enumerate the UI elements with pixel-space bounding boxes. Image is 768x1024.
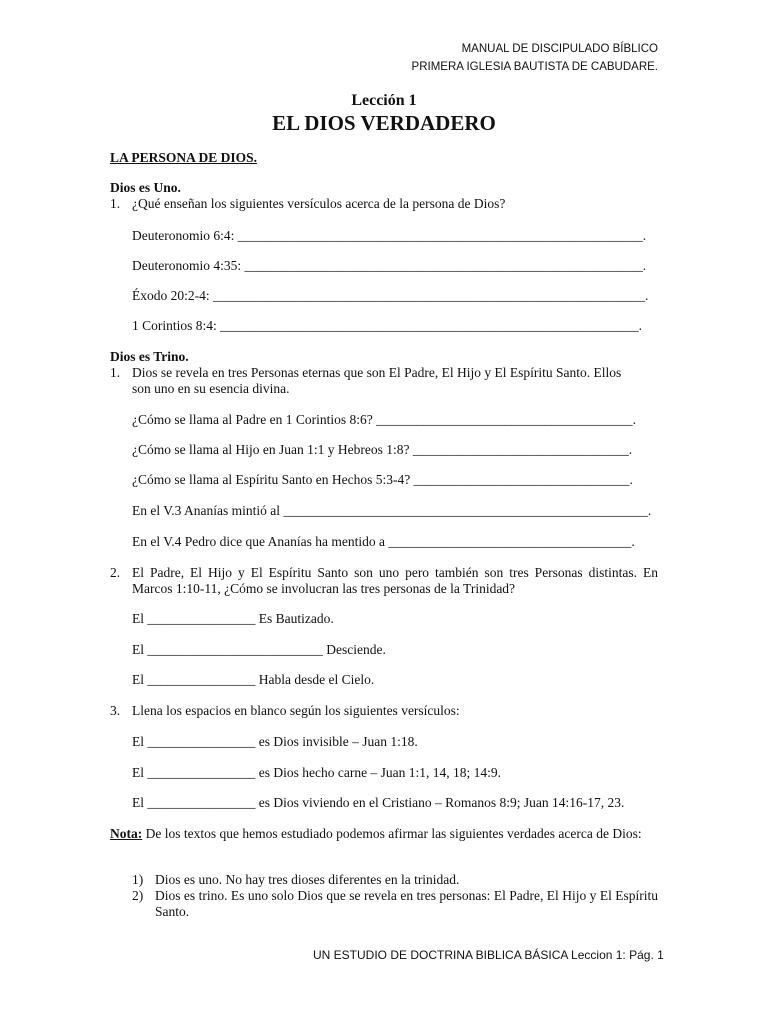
nota-item-text: Dios es uno. No hay tres dioses diferentes en la trinidad. xyxy=(155,872,460,887)
nota-item-number: 1) xyxy=(132,872,144,887)
verse-line: Deuteronomio 4:35: ___________________________________________________________. xyxy=(132,258,647,273)
trino-q1-number: 1. xyxy=(110,365,121,380)
trino-q1-line1: Dios se revela en tres Personas eternas que son El Padre, El Hijo y El Espíritu Santo. Ellos xyxy=(132,365,622,380)
verse-line: Éxodo 20:2-4: ________________________________________________________________. xyxy=(132,288,649,303)
page-footer: UN ESTUDIO DE DOCTRINA BIBLICA BÁSICA Leccion 1: Pág. 1 xyxy=(313,948,664,962)
nota-item-text: Dios es trino. Es uno solo Dios que se revela en tres personas: El Padre, El Hijo y El Espíritu Santo. xyxy=(155,888,658,919)
uno-question-number: 1. xyxy=(110,196,121,211)
trino-q2-number: 2. xyxy=(110,565,121,580)
nota-label: Nota: xyxy=(110,826,143,841)
header-manual-title: MANUAL DE DISCIPULADO BÍBLICO xyxy=(461,43,658,55)
verse-line: Deuteronomio 6:4: ____________________________________________________________. xyxy=(132,228,647,243)
trino-q3-item: El ________________ es Dios invisible – Juan 1:18. xyxy=(132,734,418,749)
trino-q1-line2: son uno en su esencia divina. xyxy=(132,381,290,396)
nota-paragraph xyxy=(110,826,658,842)
trino-q3-item: El ________________ es Dios viviendo en el Cristiano – Romanos 8:9; Juan 14:16-17, 23. xyxy=(132,795,625,810)
trino-q3-number: 3. xyxy=(110,703,121,718)
uno-heading: Dios es Uno. xyxy=(110,180,181,195)
nota-item-number: 2) xyxy=(132,888,144,903)
trino-q2-item: El ________________ Habla desde el Cielo. xyxy=(132,672,375,687)
trino-q2-item: El ________________ Es Bautizado. xyxy=(132,611,334,626)
trino-q1-item: ¿Cómo se llama al Padre en 1 Corintios 8:6? ______________________________________. xyxy=(132,412,636,427)
uno-question: ¿Qué enseñan los siguientes versículos acerca de la persona de Dios? xyxy=(132,196,506,211)
lesson-number: Lección 1 xyxy=(351,92,417,109)
lesson-title: EL DIOS VERDADERO xyxy=(272,111,496,135)
page-header xyxy=(412,40,658,76)
trino-heading: Dios es Trino. xyxy=(110,349,189,364)
trino-q1-item: En el V.4 Pedro dice que Ananías ha mentido a ____________________________________. xyxy=(132,534,635,549)
nota-text: De los textos que hemos estudiado podemos afirmar las siguientes verdades acerca de Dios: xyxy=(142,826,642,841)
trino-q1-item: En el V.3 Ananías mintió al ______________________________________________________. xyxy=(132,503,652,518)
trino-q2-item: El __________________________ Desciende. xyxy=(132,642,386,657)
trino-q3-text: Llena los espacios en blanco según los siguientes versículos: xyxy=(132,703,460,718)
trino-q1-item: ¿Cómo se llama al Espíritu Santo en Hechos 5:3-4? ________________________________. xyxy=(132,472,633,487)
trino-q3-item: El ________________ es Dios hecho carne – Juan 1:1, 14, 18; 14:9. xyxy=(132,765,501,780)
header-church-name: PRIMERA IGLESIA BAUTISTA DE CABUDARE. xyxy=(411,61,658,73)
verse-line: 1 Corintios 8:4: ______________________________________________________________. xyxy=(132,318,643,333)
trino-q2-text: El Padre, El Hijo y El Espíritu Santo son uno pero también son tres Personas distintas. En Marcos 1:10-11, ¿Cómo se involucran las tres personas de la Trinidad? xyxy=(132,565,658,596)
trino-q1-item: ¿Cómo se llama al Hijo en Juan 1:1 y Hebreos 1:8? ________________________________. xyxy=(132,442,633,457)
section-heading: LA PERSONA DE DIOS. xyxy=(110,150,258,165)
